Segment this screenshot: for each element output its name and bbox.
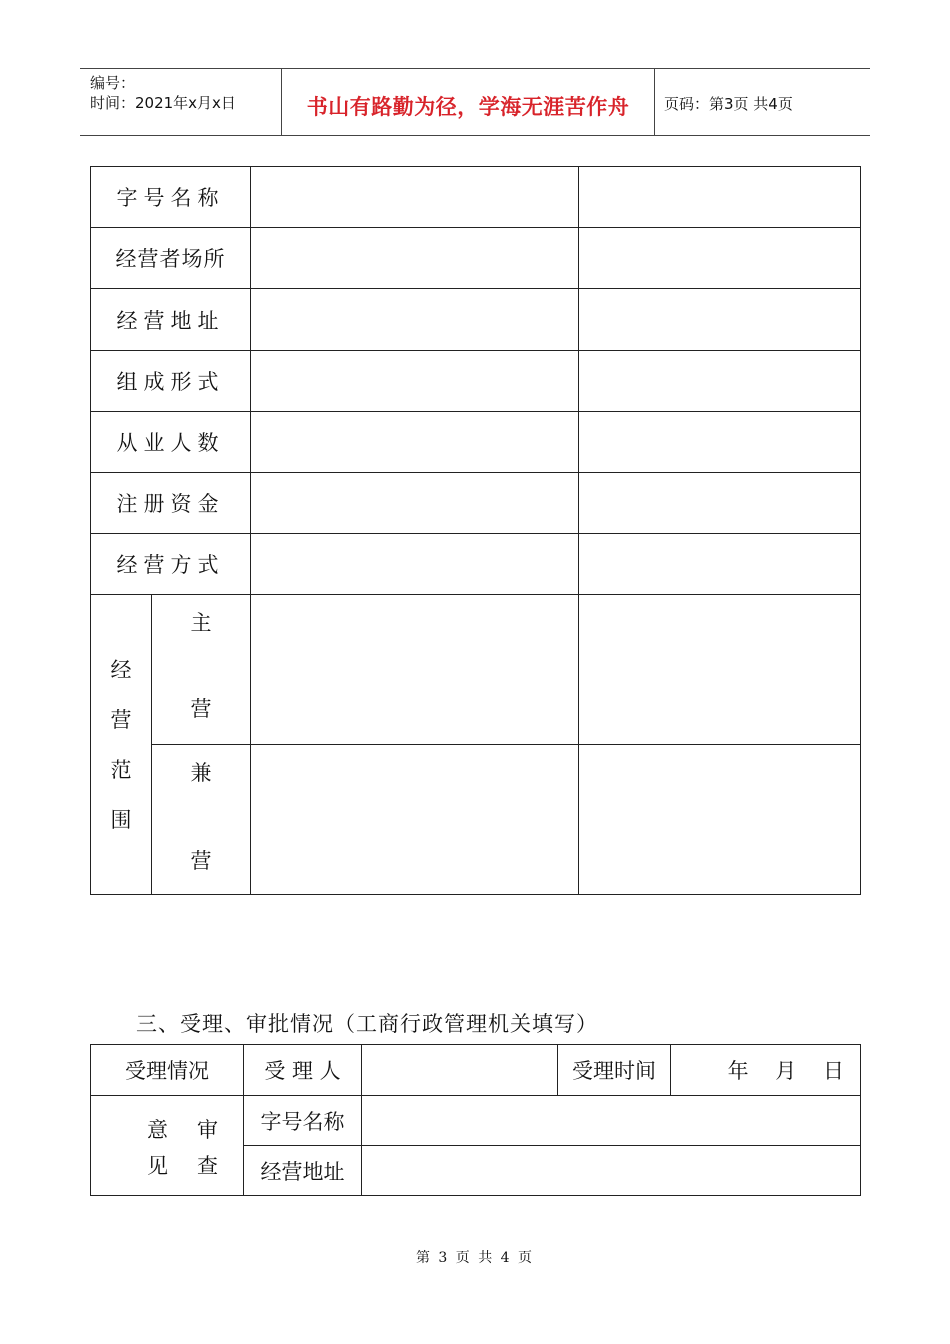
- value-cell[interactable]: [251, 289, 579, 351]
- scope-char: 围: [110, 807, 132, 832]
- serial-label: 编号：: [90, 74, 136, 92]
- value-cell[interactable]: [579, 534, 861, 595]
- review-address-value[interactable]: [362, 1146, 861, 1196]
- page-footer: 第 3 页 共 4 页: [415, 1250, 535, 1266]
- business-info-table: [90, 166, 861, 895]
- opinion-char: 意: [147, 1118, 168, 1142]
- page-header: [80, 68, 870, 136]
- value-cell[interactable]: [579, 412, 861, 473]
- side-char: 营: [190, 849, 212, 873]
- table-row: [91, 167, 861, 228]
- accept-time-label: 受理时间: [558, 1045, 671, 1096]
- value-cell[interactable]: [251, 534, 579, 595]
- value-cell[interactable]: [251, 745, 579, 895]
- main-business-label: [152, 595, 251, 745]
- side-business-label: [152, 745, 251, 895]
- accepter-value[interactable]: [362, 1045, 558, 1096]
- review-opinion-label: [91, 1096, 244, 1196]
- scope-char: 经: [110, 657, 132, 682]
- row-label: 经营者场所: [91, 228, 251, 289]
- section-title: 三、受理、审批情况（工商行政管理机关填写）: [136, 1012, 598, 1036]
- opinion-char: 查: [197, 1154, 218, 1178]
- table-row: [91, 473, 861, 534]
- accept-status-label: 受理情况: [91, 1045, 244, 1096]
- value-cell[interactable]: [579, 473, 861, 534]
- value-cell[interactable]: [251, 228, 579, 289]
- accepter-label: 受 理 人: [244, 1045, 362, 1096]
- table-row: [91, 289, 861, 351]
- row-label: 从业人数: [91, 412, 251, 473]
- value-cell[interactable]: [579, 167, 861, 228]
- value-cell[interactable]: [251, 167, 579, 228]
- review-name-value[interactable]: [362, 1096, 861, 1146]
- scope-label: [91, 595, 152, 895]
- row-label: 注册资金: [91, 473, 251, 534]
- table-row: [91, 228, 861, 289]
- opinion-char: 见: [147, 1154, 168, 1178]
- table-row: [91, 745, 861, 895]
- table-row: [91, 412, 861, 473]
- scope-char: 营: [110, 707, 132, 732]
- value-cell[interactable]: [251, 351, 579, 412]
- main-char: 营: [190, 697, 212, 721]
- row-label: 经营方式: [91, 534, 251, 595]
- table-row: [91, 1045, 861, 1096]
- table-row: [91, 1096, 861, 1146]
- main-char: 主: [190, 611, 212, 635]
- header-divider: [654, 69, 655, 135]
- table-row: [91, 595, 861, 745]
- header-meta: [90, 73, 236, 113]
- table-row: [91, 351, 861, 412]
- row-label: 字号名称: [91, 167, 251, 228]
- value-cell[interactable]: [579, 228, 861, 289]
- side-char: 兼: [190, 761, 212, 785]
- review-name-label: 字号名称: [244, 1096, 362, 1146]
- table-row: [91, 534, 861, 595]
- value-cell[interactable]: [579, 289, 861, 351]
- review-address-label: 经营地址: [244, 1146, 362, 1196]
- value-cell[interactable]: [579, 351, 861, 412]
- header-motto: 书山有路勤为径，学海无涯苦作舟: [306, 95, 630, 119]
- row-label: 经营地址: [91, 289, 251, 351]
- value-cell[interactable]: [251, 473, 579, 534]
- value-cell[interactable]: [579, 745, 861, 895]
- row-label: 组成形式: [91, 351, 251, 412]
- approval-table: [90, 1044, 861, 1196]
- value-cell[interactable]: [251, 412, 579, 473]
- value-cell[interactable]: [579, 595, 861, 745]
- time-label: 时间：2021年x月x日: [90, 94, 236, 112]
- scope-char: 范: [110, 757, 132, 782]
- value-cell[interactable]: [251, 595, 579, 745]
- header-page-info: 页码：第3页 共4页: [664, 95, 793, 113]
- accept-date-value[interactable]: 年 月 日: [671, 1045, 861, 1096]
- opinion-char: 审: [197, 1118, 218, 1142]
